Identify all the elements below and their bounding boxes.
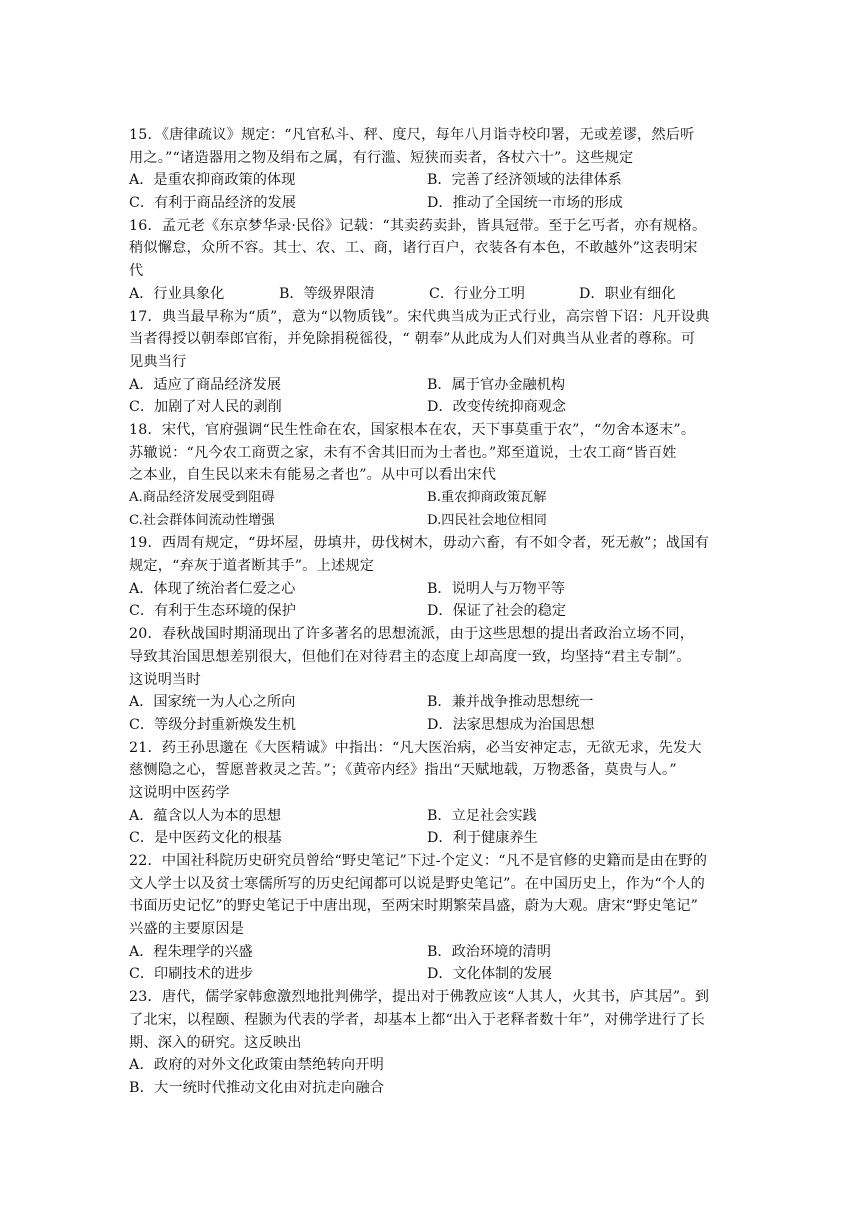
question-text-line: 文人学士以及贫士寒儒所写的历史纪闻都可以说是野史笔记”。在中国历史上，作为“个人的: [129, 875, 706, 892]
option-d[interactable]: D.四民社会地位相同: [427, 512, 547, 528]
option-a[interactable]: A．国家统一为人心之所向: [129, 694, 296, 711]
options-row: [129, 169, 739, 192]
options-row: [129, 963, 739, 986]
options-row: [129, 510, 739, 533]
question-text-line: 之本业，自生民以来未有能易之者也”。从中可以看出宋代: [129, 467, 497, 484]
question-18: [129, 419, 739, 532]
question-text-line: 慈恻隐之心，誓愿普救灵之苦。”；《黄帝内经》指出“天赋地载，万物悉备，莫贵与人。”: [129, 762, 677, 779]
option-b[interactable]: B．等级界限清: [279, 285, 375, 302]
option-b[interactable]: B.重农抑商政策瓦解: [427, 490, 547, 505]
question-text-line: 见典当行: [129, 353, 187, 370]
option-c[interactable]: C．有利于商品经济的发展: [129, 195, 296, 212]
options-row: [129, 827, 739, 850]
option-c[interactable]: C．等级分封重新焕发生机: [129, 716, 296, 733]
question-23: [129, 986, 739, 1099]
option-d[interactable]: D．法家思想成为治国思想: [427, 716, 595, 733]
question-text-line: 了北宋，以程颐、程颢为代表的学者，却基本上都“出入于老释者数十年”，对佛学进行了长: [129, 1011, 706, 1028]
question-text-line: 苏辙说：“凡今农工商贾之家，未有不舍其旧而为士者也。”郑至道说，士农工商“皆百姓: [129, 444, 677, 461]
options-row: [129, 578, 739, 601]
options-row: [129, 396, 739, 419]
question-text-line: 期、深入的研究。这反映出: [129, 1034, 302, 1051]
question-text-line: 21．药王孙思邈在《大医精诚》中指出：“凡大医治病，必当安神定志，无欲无求，先发大: [129, 739, 702, 756]
option-a[interactable]: A．适应了商品经济发展: [129, 376, 282, 393]
option-d[interactable]: D．文化体制的发展: [427, 966, 552, 983]
option-c[interactable]: C．行业分工明: [429, 285, 525, 302]
question-text-line: 稍似懈怠，众所不容。其士、农、工、商，诸行百户，衣装各有本色，不敢越外”这表明宋: [129, 240, 698, 257]
option-c[interactable]: C．印刷技术的进步: [129, 966, 254, 983]
question-text-line: 15．《唐律疏议》规定：“凡官私斗、秤、度尺，每年八月诣寺校印署，无或差谬，然后听: [129, 127, 695, 143]
option-c[interactable]: C.社会群体间流动性增强: [129, 512, 275, 528]
options-row: [129, 691, 739, 714]
option-d[interactable]: D．推动了全国统一市场的形成: [427, 195, 623, 212]
option-a[interactable]: A．行业具象化: [129, 285, 225, 302]
options-row: [129, 374, 739, 397]
option-b[interactable]: B．属于官办金融机构: [427, 376, 566, 393]
option-d[interactable]: D．职业有细化: [579, 285, 676, 302]
option-b[interactable]: B．立足社会实践: [427, 807, 537, 824]
option-c[interactable]: C．加剧了对人民的剥削: [129, 399, 282, 416]
question-text-line: 23．唐代，儒学家韩愈激烈地批判佛学，提出对于佛教应该“人其人，火其书，庐其居”。到: [129, 989, 710, 1006]
option-a[interactable]: A．蕴含以人为本的思想: [129, 807, 282, 824]
option-d[interactable]: D．改变传统抑商观念: [427, 399, 567, 416]
question-22: [129, 850, 739, 986]
question-text-line: 16．孟元老《东京梦华录·民俗》记载：“其卖药卖卦，皆具冠带。至于乞丐者，亦有规格。: [129, 217, 707, 234]
option-d[interactable]: D．保证了社会的稳定: [427, 603, 567, 620]
options-row: [129, 600, 739, 623]
option-a[interactable]: A．体现了统治者仁爱之心: [129, 580, 296, 597]
option-a[interactable]: A．是重农抑商政策的体现: [129, 172, 296, 189]
question-text-line: 代: [129, 263, 144, 280]
question-text-line: 17．典当最早称为“质”，意为“以物质钱”。宋代典当成为正式行业，高宗曾下诏：凡开设典: [129, 308, 710, 325]
question-text-line: 19．西周有规定，“毋坏屋，毋填井，毋伐树木，毋动六畜，有不如令者，死无赦”；战国有: [129, 535, 710, 552]
question-16: [129, 215, 739, 306]
option-b[interactable]: B．政治环境的清明: [427, 943, 551, 960]
question-20: [129, 623, 739, 736]
option-c[interactable]: C．有利于生态环境的保护: [129, 603, 296, 620]
question-text-line: 这说明当时: [129, 671, 201, 688]
question-text-line: 兴盛的主要原因是: [129, 921, 245, 938]
question-text-line: 这说明中医药学: [129, 784, 230, 801]
question-text-line: 20．春秋战国时期涌现出了许多著名的思想流派，由于这些思想的提出者政治立场不同，: [129, 626, 695, 643]
option-b[interactable]: B．说明人与万物平等: [427, 580, 566, 597]
options-row: [129, 283, 739, 306]
exam-page: [129, 124, 739, 1100]
question-text-line: 用之。”“诸造器用之物及绢布之属，有行滥、短狭而卖者，各杖六十”。这些规定: [129, 149, 634, 166]
question-17: [129, 306, 739, 419]
options-row: [129, 805, 739, 828]
options-row: [129, 714, 739, 737]
question-text-line: 22．中国社科院历史研究员曾给“野史笔记”下过-个定义：“凡不是官修的史籍而是由在野的: [129, 853, 708, 869]
options-row: [129, 487, 739, 510]
option-b[interactable]: B．兼并战争推动思想统一: [427, 694, 594, 711]
option-a[interactable]: A．程朱理学的兴盛: [129, 943, 253, 960]
question-text-line: 当者得授以朝奉郎官衔，并免除捐税徭役，“ 朝奉”从此成为人们对典当从业者的尊称。可: [129, 331, 696, 348]
options-row: [129, 941, 739, 964]
question-text-line: 18．宋代，官府强调“民生性命在农，国家根本在农，天下事莫重于农”，“勿舍本逐末”。: [129, 421, 696, 438]
question-15: [129, 124, 739, 215]
question-text-line: 导致其治国思想差别很大，但他们在对待君主的态度上却高度一致，均坚持“君主专制”。: [129, 648, 691, 665]
option-b[interactable]: B．大一统时代推动文化由对抗走向融合: [129, 1079, 385, 1096]
option-d[interactable]: D．利于健康养生: [427, 830, 538, 847]
options-row: [129, 192, 739, 215]
option-c[interactable]: C．是中医药文化的根基: [129, 830, 282, 847]
option-a[interactable]: A.商品经济发展受到阻碍: [129, 490, 275, 505]
option-b[interactable]: B．完善了经济领域的法律体系: [427, 172, 622, 189]
question-21: [129, 737, 739, 850]
option-a[interactable]: A．政府的对外文化政策由禁绝转向开明: [129, 1057, 385, 1074]
question-19: [129, 532, 739, 623]
question-text-line: 书面历史记忆”的野史笔记于中唐出现，至两宋时期繁荣昌盛，蔚为大观。唐宋“野史笔记”: [129, 898, 699, 915]
question-text-line: 规定，“弃灰于道者断其手”。上述规定: [129, 558, 375, 575]
